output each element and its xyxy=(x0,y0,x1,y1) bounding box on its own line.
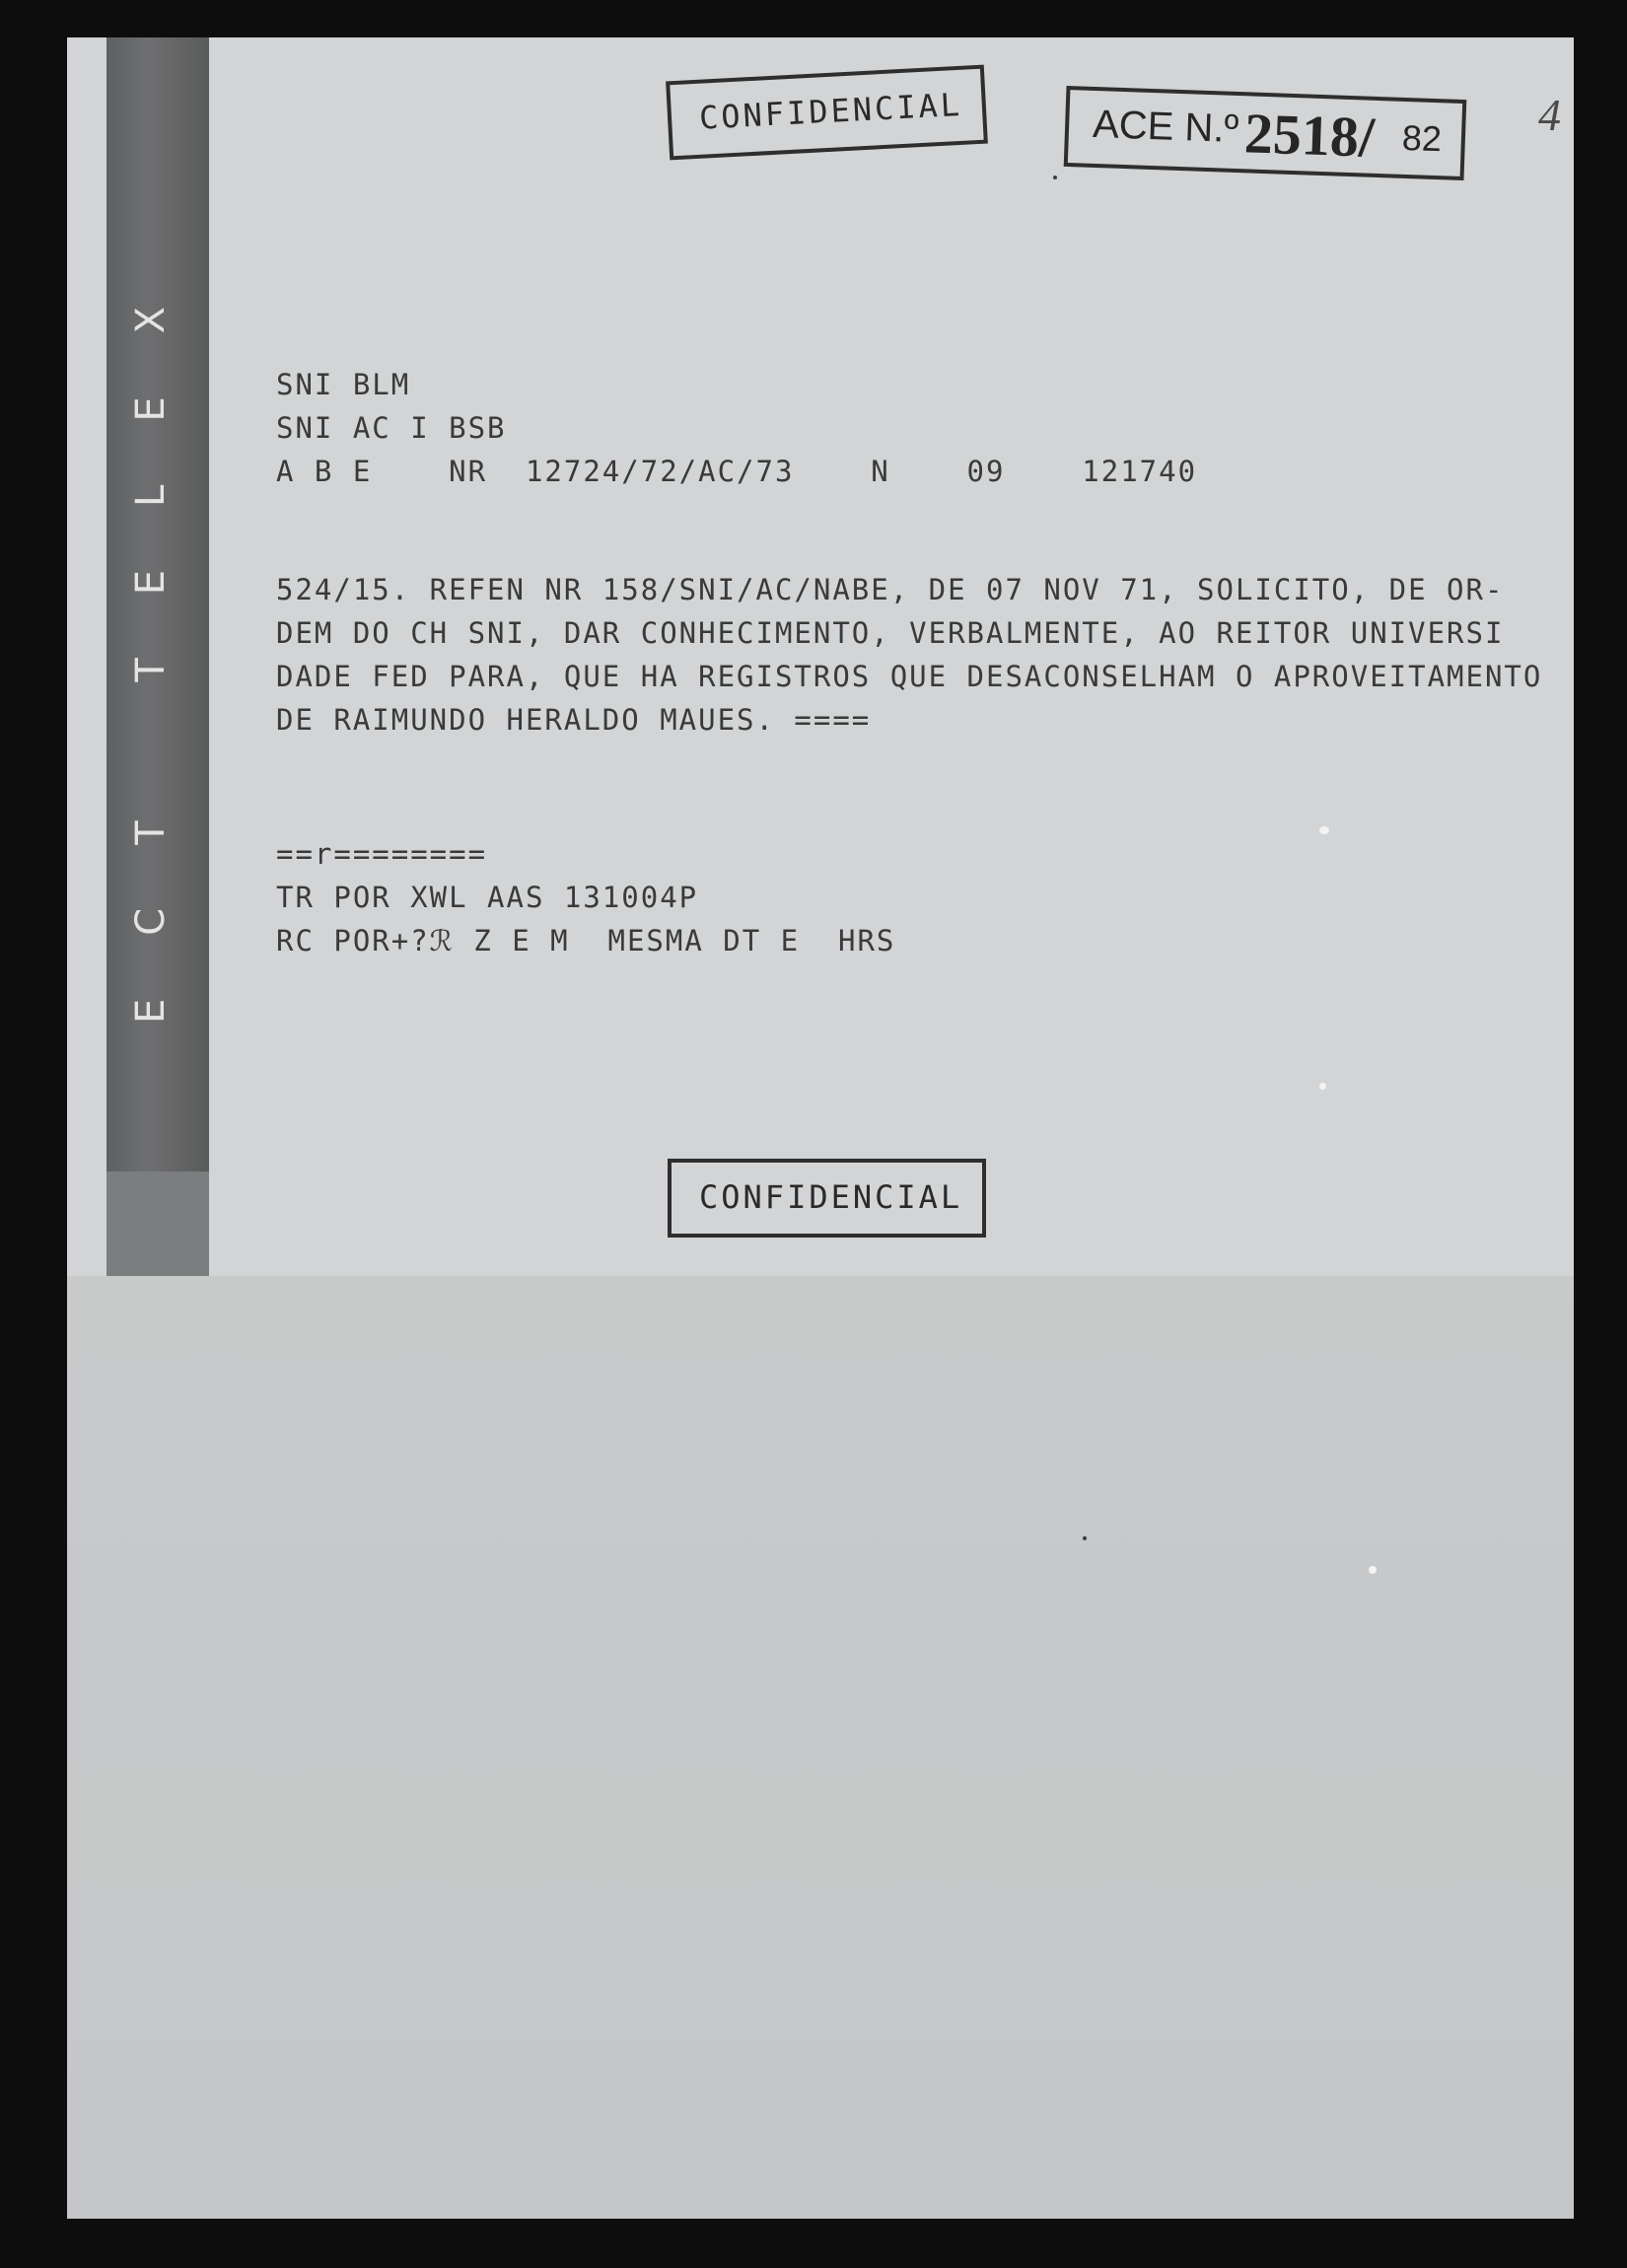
telex-form xyxy=(67,37,1574,1276)
scan-speck xyxy=(1319,826,1329,834)
handwritten-page-mark: 4 xyxy=(1538,90,1561,140)
paper-sheet xyxy=(67,37,1574,2219)
scan-speck xyxy=(1319,1083,1326,1090)
scan-speck xyxy=(1083,1536,1087,1540)
header-line: SNI AC I BSB xyxy=(276,411,507,445)
confidencial-stamp-bottom-text: CONFIDENCIAL xyxy=(699,1178,963,1216)
ace-number: 2518/ xyxy=(1242,101,1377,170)
footer-line: ==r======== xyxy=(276,837,488,871)
ace-label: ACE N.º xyxy=(1092,102,1239,152)
scan-speck xyxy=(1053,176,1057,179)
message-line: DE RAIMUNDO HERALDO MAUES. ==== xyxy=(276,703,872,737)
ace-suffix: 82 xyxy=(1401,116,1443,160)
strip-tail xyxy=(106,1171,209,1276)
message-line: 524/15. REFEN NR 158/SNI/AC/NABE, DE 07 NOV 71, SOLICITO, DE OR- xyxy=(276,573,1505,606)
telex-body xyxy=(276,363,1542,962)
header-line: SNI BLM xyxy=(276,368,411,401)
message-line: DADE FED PARA, QUE HA REGISTROS QUE DESACONSELHAM O APROVEITAMENTO xyxy=(276,660,1543,693)
confidencial-stamp-top xyxy=(666,65,988,161)
footer-line: RC POR+?ℛ Z E M MESMA DT E HRS xyxy=(276,924,896,957)
scan-speck xyxy=(1369,1566,1377,1574)
confidencial-stamp-bottom xyxy=(668,1159,986,1238)
header-line: A B E NR 12724/72/AC/73 N 09 121740 xyxy=(276,455,1198,488)
footer-line: TR POR XWL AAS 131004P xyxy=(276,881,699,914)
ace-number-stamp xyxy=(1064,86,1467,180)
confidencial-stamp-top-text: CONFIDENCIAL xyxy=(698,85,963,137)
message-line: DEM DO CH SNI, DAR CONHECIMENTO, VERBALMENTE, AO REITOR UNIVERSI xyxy=(276,616,1505,650)
ect-telex-label: ECT TELEX xyxy=(128,243,174,1024)
